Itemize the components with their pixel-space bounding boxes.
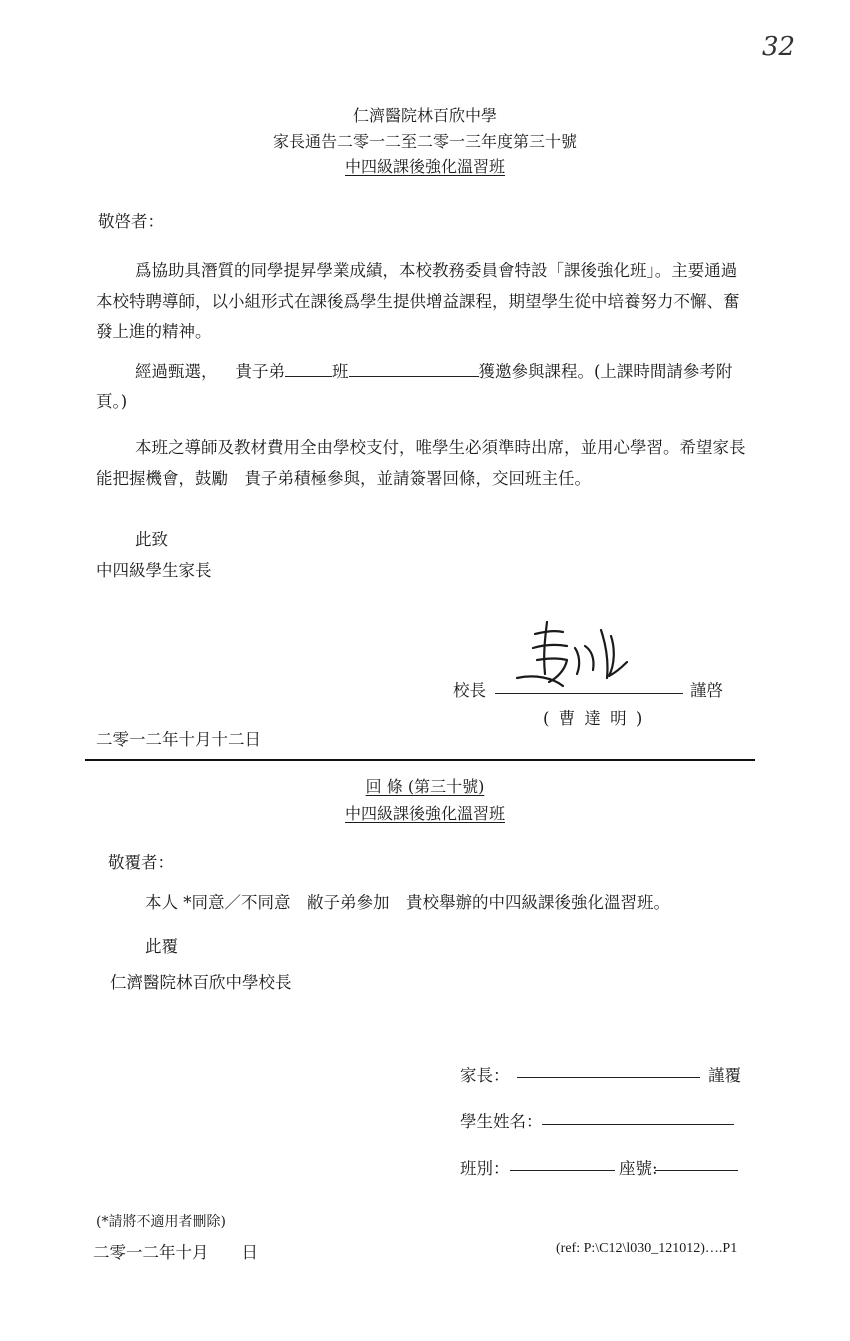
reference-code: (ref: P:\C12\l030_121012)….P1 (556, 1241, 738, 1256)
reply-recipient: 仁濟醫院林百欣中學校長 (110, 973, 292, 992)
paragraph-3-line-2: 能把握機會，鼓勵 貴子弟積極參與，並請簽署回條，交回班主任。 (96, 469, 591, 488)
reply-title: 回 條 (第三十號) (365, 777, 485, 796)
closing-to: 此致 (135, 530, 168, 549)
student-name-field[interactable] (542, 1124, 734, 1125)
class-text: 班 (332, 362, 349, 381)
class-field[interactable] (510, 1170, 615, 1171)
reply-closing: 此覆 (145, 937, 178, 956)
reply-subject: 中四級課後強化溫習班 (344, 804, 505, 823)
class-blank (349, 362, 479, 377)
signature-line (495, 693, 683, 694)
page-number: 32 (762, 32, 796, 62)
invitation-text: 獲邀參與課程。(上課時間請參考附 (478, 362, 733, 381)
form-blank (285, 362, 332, 377)
paragraph-1-line-1: 爲協助具潛質的同學提昇學業成績，本校教務委員會特設「課後強化班」。主要通過 (135, 261, 738, 280)
parent-label: 家長： (460, 1066, 510, 1085)
seat-label: 座號: (619, 1159, 658, 1178)
paragraph-1-line-2: 本校特聘導師，以小組形式在課後爲學生提供增益課程，期望學生從中培養努力不懈、奮 (96, 292, 740, 311)
reply-date: 二零一二年十月 日 (93, 1243, 258, 1262)
paragraph-2-line-2: 頁。) (96, 392, 128, 411)
selection-text: 經過甄選， (135, 362, 218, 381)
student-name-label: 學生姓名： (460, 1112, 543, 1131)
reply-body: 本人 *同意／不同意 敝子弟參加 貴校舉辦的中四級課後強化溫習班。 (145, 893, 670, 912)
divider (85, 759, 755, 761)
principal-signature (505, 608, 635, 698)
notice-date: 二零一二年十月十二日 (96, 730, 261, 749)
seat-field[interactable] (655, 1170, 738, 1171)
parent-signature-field[interactable] (517, 1077, 700, 1078)
paragraph-2-line-1 (135, 358, 732, 382)
notice-number: 家長通告二零一二至二零一三年度第三十號 (272, 132, 577, 151)
principal-respect: 謹啓 (690, 681, 723, 700)
principal-name: ( 曹 達 明 ) (543, 709, 645, 728)
closing-recipient: 中四級學生家長 (96, 561, 212, 580)
reply-salutation: 敬覆者： (108, 853, 174, 872)
parent-respect: 謹覆 (708, 1066, 741, 1085)
principal-title: 校長 (453, 681, 486, 700)
paragraph-1-line-3: 發上進的精神。 (96, 322, 212, 341)
salutation: 敬啓者： (98, 212, 164, 231)
school-name: 仁濟醫院林百欣中學 (352, 106, 497, 125)
paragraph-3-line-1: 本班之導師及教材費用全由學校支付，唯學生必須準時出席，並用心學習。希望家長 (135, 438, 746, 457)
notice-subject: 中四級課後強化溫習班 (344, 157, 505, 176)
your-child-text: 貴子弟 (235, 362, 285, 381)
deletion-note: (*請將不適用者刪除) (96, 1214, 226, 1230)
class-label: 班別： (460, 1159, 510, 1178)
